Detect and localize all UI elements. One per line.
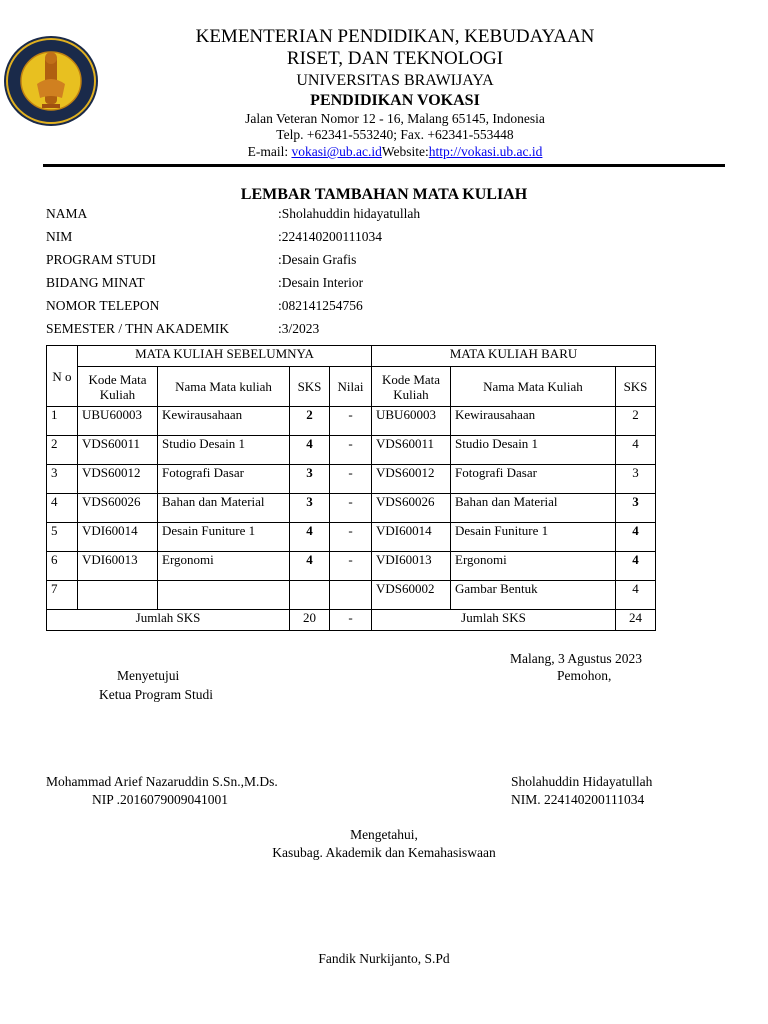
- info-value-semester: :3/2023: [278, 321, 320, 336]
- cell-kode-prev: UBU60003: [78, 407, 158, 436]
- cell-nama-new: Desain Funiture 1: [451, 523, 616, 552]
- cell-no: 2: [47, 436, 78, 465]
- cell-kode-prev: VDI60013: [78, 552, 158, 581]
- cell-sks-prev: [290, 581, 330, 610]
- cell-kode-prev: VDS60011: [78, 436, 158, 465]
- table-row: [47, 494, 656, 523]
- cell-no: 4: [47, 494, 78, 523]
- total-nilai: -: [330, 610, 372, 631]
- cell-kode-prev: VDS60012: [78, 465, 158, 494]
- ministry-line-1: KEMENTERIAN PENDIDIKAN, KEBUDAYAAN: [195, 26, 595, 47]
- website-link[interactable]: http://vokasi.ub.ac.id: [428, 144, 543, 159]
- header-nilai: Nilai: [330, 367, 372, 407]
- cell-sks-prev: 4: [290, 552, 330, 581]
- ack-label: Mengetahui,: [350, 827, 418, 842]
- email-label: E-mail:: [247, 144, 292, 159]
- table-row: [47, 436, 656, 465]
- header-new-group: MATA KULIAH BARU: [372, 346, 656, 367]
- total-sks-new: 24: [616, 610, 656, 631]
- cell-nama-prev: Fotografi Dasar: [158, 465, 290, 494]
- cell-nama-prev: Studio Desain 1: [158, 436, 290, 465]
- place-date: Malang, 3 Agustus 2023: [510, 651, 643, 666]
- info-label-telepon: NOMOR TELEPON: [46, 298, 160, 313]
- cell-sks-new: 3: [616, 465, 656, 494]
- info-label-prodi: PROGRAM STUDI: [46, 252, 156, 267]
- applicant-label: Pemohon,: [557, 668, 612, 683]
- cell-kode-new: VDI60014: [372, 523, 451, 552]
- info-value-nim: :224140200111034: [278, 229, 382, 244]
- header-sks-new: SKS: [616, 367, 656, 407]
- info-label-nama: NAMA: [46, 206, 88, 221]
- cell-sks-new: 4: [616, 523, 656, 552]
- approver-id: NIP .2016079009041001: [92, 792, 229, 807]
- website-label: Website:: [381, 144, 429, 159]
- cell-sks-new: 4: [616, 436, 656, 465]
- cell-nama-new: Gambar Bentuk: [451, 581, 616, 610]
- cell-kode-prev: VDS60026: [78, 494, 158, 523]
- ministry-line-2: RISET, DAN TEKNOLOGI: [286, 48, 504, 69]
- cell-sks-new: 4: [616, 552, 656, 581]
- info-value-minat: :Desain Interior: [278, 275, 364, 290]
- cell-no: 3: [47, 465, 78, 494]
- table-row: [47, 581, 656, 610]
- cell-nama-new: Ergonomi: [451, 552, 616, 581]
- cell-nama-prev: Bahan dan Material: [158, 494, 290, 523]
- applicant-id: NIM. 224140200111034: [511, 792, 645, 807]
- table-row: [47, 523, 656, 552]
- cell-kode-new: VDS60002: [372, 581, 451, 610]
- cell-nilai: -: [330, 552, 372, 581]
- approve-role: Ketua Program Studi: [99, 687, 213, 702]
- cell-no: 7: [47, 581, 78, 610]
- email-link[interactable]: vokasi@ub.ac.id: [291, 144, 382, 159]
- info-label-semester: SEMESTER / THN AKADEMIK: [46, 321, 230, 336]
- header-sks-prev: SKS: [290, 367, 330, 407]
- ack-name: Fandik Nurkijanto, S.Pd: [318, 951, 450, 966]
- cell-sks-new: 2: [616, 407, 656, 436]
- cell-nilai: -: [330, 523, 372, 552]
- header-divider: [43, 164, 725, 167]
- info-label-minat: BIDANG MINAT: [46, 275, 145, 290]
- address-line: Jalan Veteran Nomor 12 - 16, Malang 65145, Indonesia: [245, 111, 545, 126]
- applicant-name: Sholahuddin Hidayatullah: [511, 774, 653, 789]
- cell-sks-new: 3: [616, 494, 656, 523]
- contact-line: [0, 144, 768, 160]
- cell-nama-prev: Desain Funiture 1: [158, 523, 290, 552]
- phone-line: Telp. +62341-553240; Fax. +62341-553448: [276, 127, 514, 142]
- cell-sks-prev: 4: [290, 523, 330, 552]
- cell-sks-new: 4: [616, 581, 656, 610]
- total-label-new: Jumlah SKS: [372, 610, 616, 631]
- approver-name: Mohammad Arief Nazaruddin S.Sn.,M.Ds.: [46, 774, 278, 789]
- cell-no: 1: [47, 407, 78, 436]
- table-total-row: [47, 610, 656, 631]
- header-kode-prev: Kode Mata Kuliah: [78, 367, 158, 407]
- header-nama-prev: Nama Mata kuliah: [158, 367, 290, 407]
- total-sks-prev: 20: [290, 610, 330, 631]
- cell-kode-new: VDS60012: [372, 465, 451, 494]
- cell-sks-prev: 3: [290, 494, 330, 523]
- cell-nama-new: Kewirausahaan: [451, 407, 616, 436]
- cell-nilai: -: [330, 407, 372, 436]
- cell-nama-prev: [158, 581, 290, 610]
- course-table: [46, 345, 656, 631]
- cell-kode-prev: VDI60014: [78, 523, 158, 552]
- info-value-telepon: :082141254756: [278, 298, 363, 313]
- table-row: [47, 407, 656, 436]
- faculty-name: PENDIDIKAN VOKASI: [310, 92, 480, 109]
- cell-nilai: [330, 581, 372, 610]
- cell-sks-prev: 2: [290, 407, 330, 436]
- cell-kode-new: VDS60026: [372, 494, 451, 523]
- cell-no: 6: [47, 552, 78, 581]
- header-prev-group: MATA KULIAH SEBELUMNYA: [78, 346, 372, 367]
- cell-nama-prev: Ergonomi: [158, 552, 290, 581]
- cell-nama-prev: Kewirausahaan: [158, 407, 290, 436]
- cell-sks-prev: 4: [290, 436, 330, 465]
- table-row: [47, 552, 656, 581]
- cell-nilai: -: [330, 465, 372, 494]
- approve-label: Menyetujui: [117, 668, 180, 683]
- table-row: [47, 465, 656, 494]
- cell-nama-new: Studio Desain 1: [451, 436, 616, 465]
- university-name: UNIVERSITAS BRAWIJAYA: [296, 72, 494, 89]
- cell-nilai: -: [330, 436, 372, 465]
- cell-nama-new: Bahan dan Material: [451, 494, 616, 523]
- info-value-prodi: :Desain Grafis: [278, 252, 357, 267]
- cell-nama-new: Fotografi Dasar: [451, 465, 616, 494]
- header-nama-new: Nama Mata Kuliah: [451, 367, 616, 407]
- header-kode-new: Kode Mata Kuliah: [372, 367, 451, 407]
- cell-sks-prev: 3: [290, 465, 330, 494]
- document-title: LEMBAR TAMBAHAN MATA KULIAH: [240, 186, 528, 203]
- cell-kode-new: UBU60003: [372, 407, 451, 436]
- total-label-prev: Jumlah SKS: [47, 610, 290, 631]
- header-no: N o: [47, 346, 78, 407]
- cell-kode-new: VDS60011: [372, 436, 451, 465]
- cell-nilai: -: [330, 494, 372, 523]
- cell-no: 5: [47, 523, 78, 552]
- cell-kode-prev: [78, 581, 158, 610]
- ack-role: Kasubag. Akademik dan Kemahasiswaan: [272, 845, 496, 860]
- info-value-nama: :Sholahuddin hidayatullah: [278, 206, 421, 221]
- cell-kode-new: VDI60013: [372, 552, 451, 581]
- info-label-nim: NIM: [46, 229, 73, 244]
